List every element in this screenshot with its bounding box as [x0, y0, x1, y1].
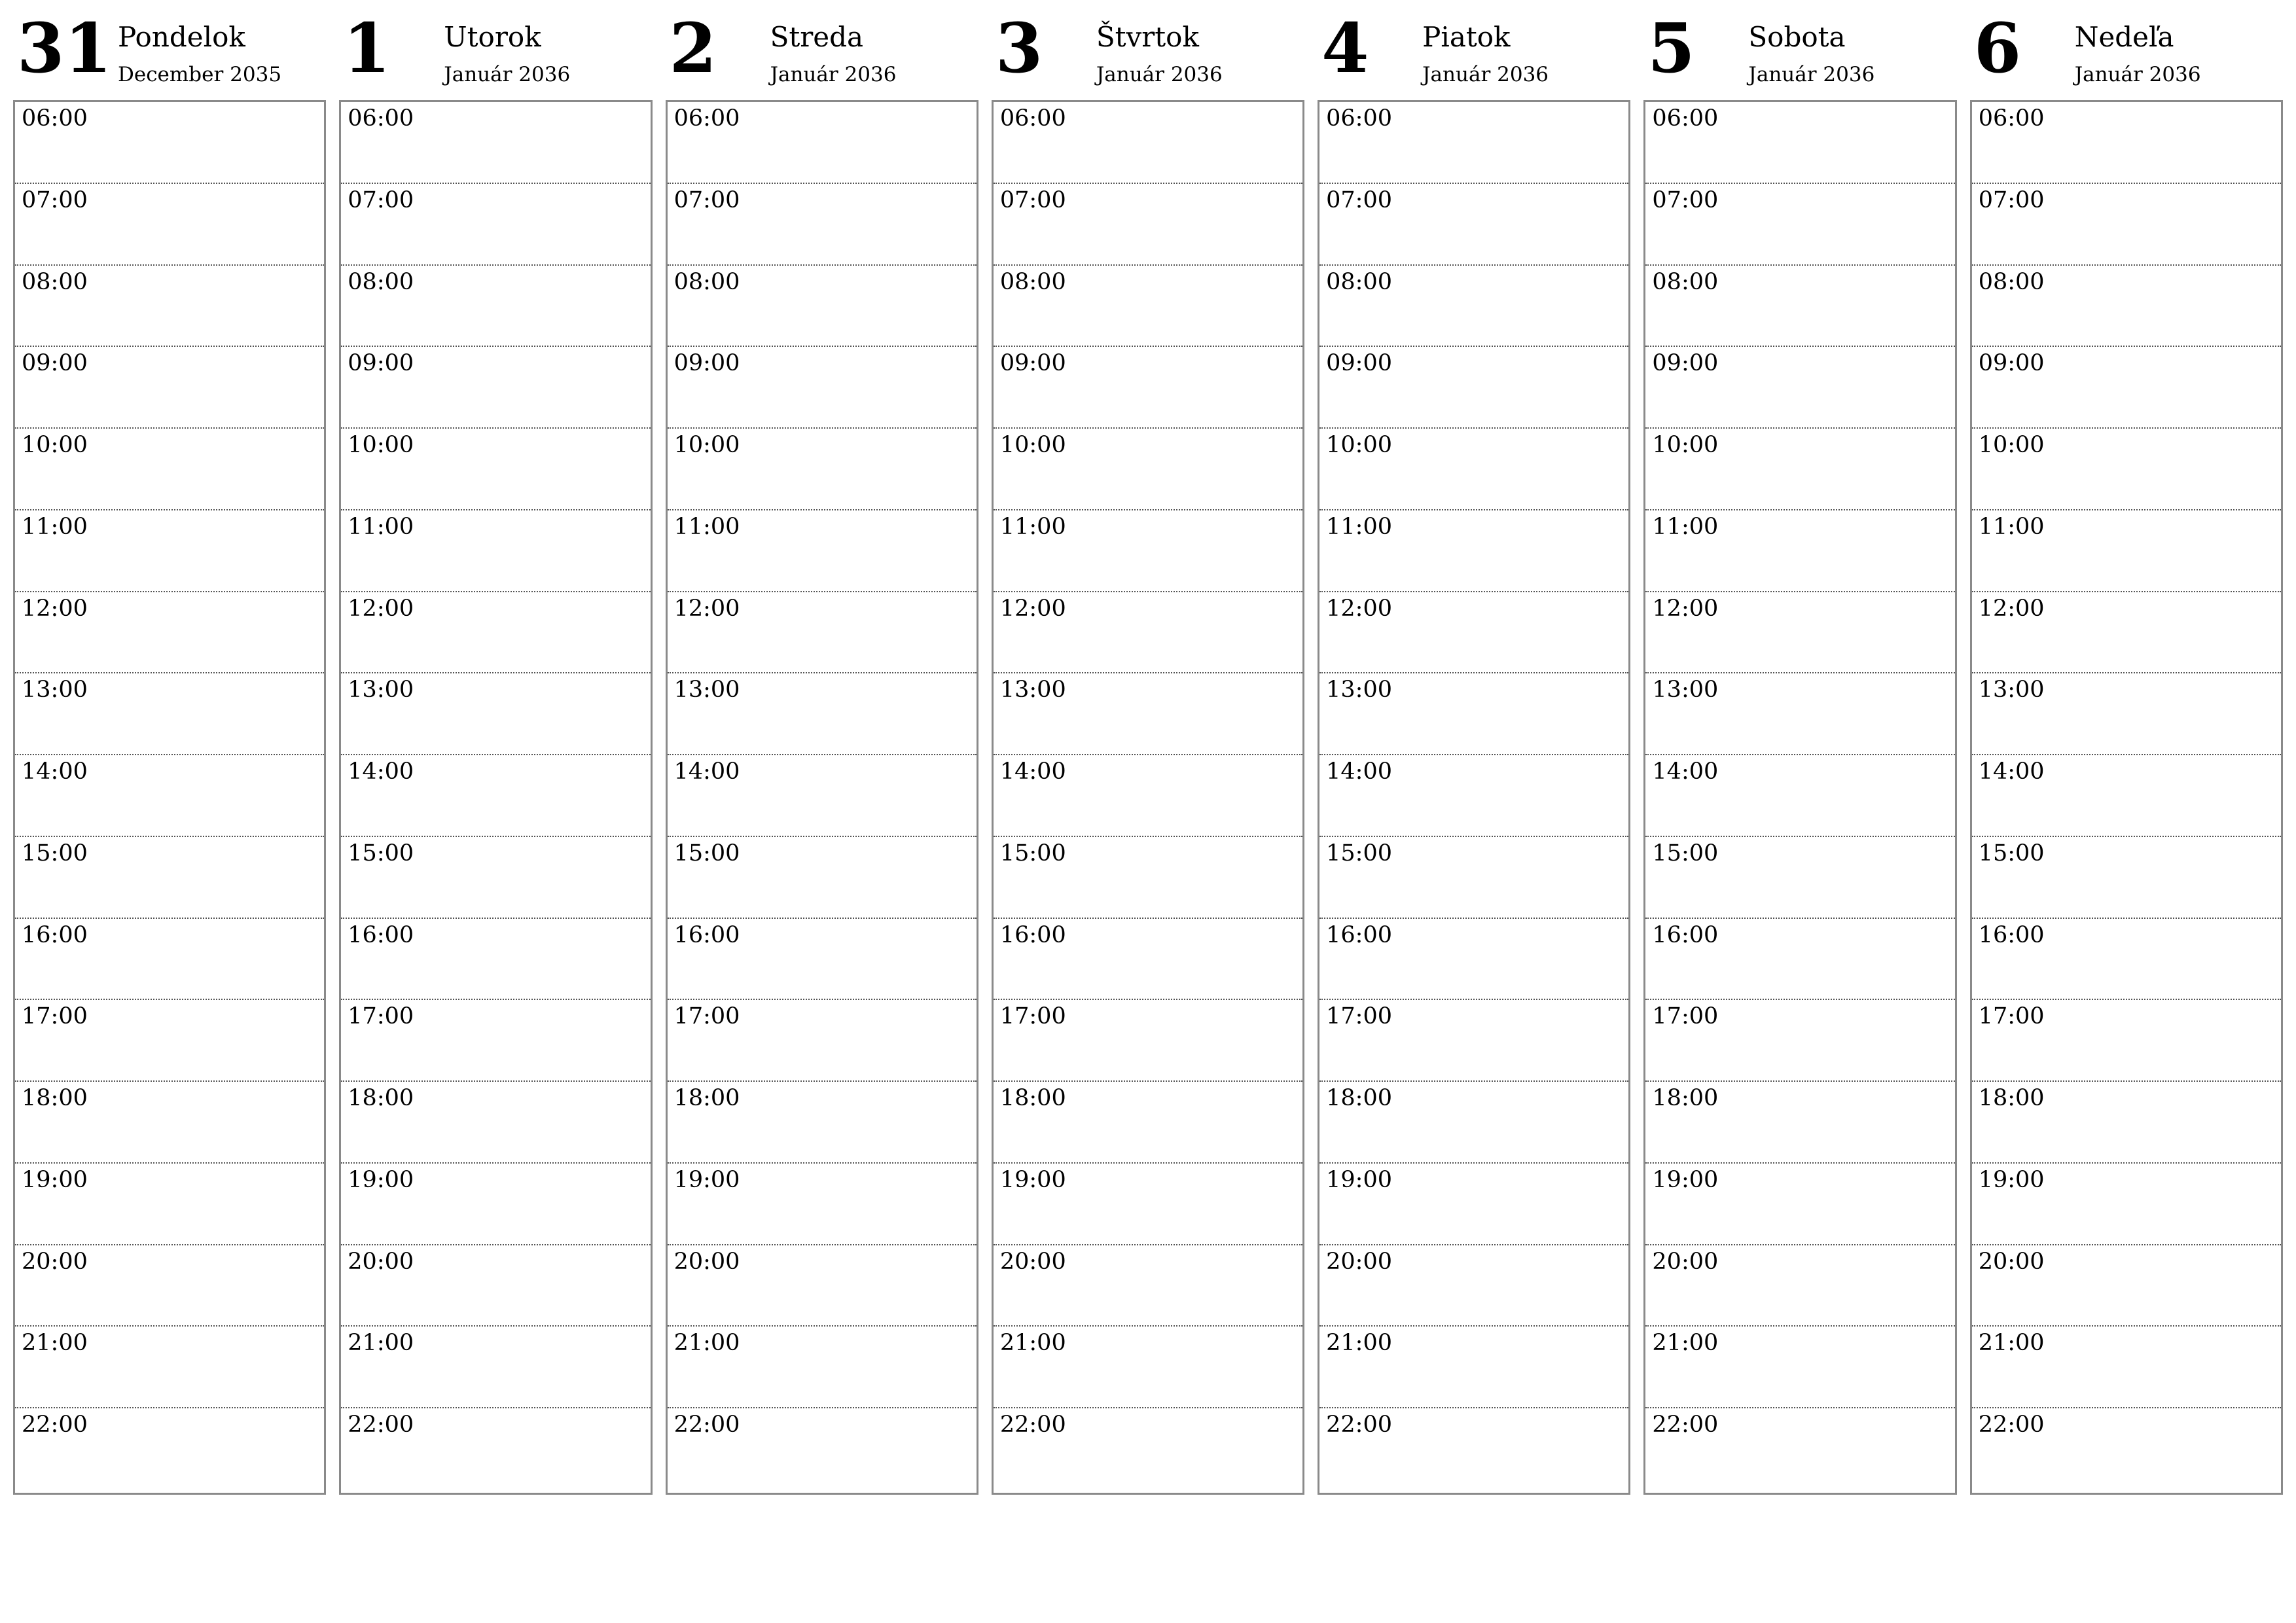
hour-slot: 14:00: [1645, 755, 1954, 837]
hour-slot: 19:00: [668, 1164, 977, 1245]
hour-slot: 10:00: [668, 429, 977, 510]
day-month-year: Január 2036: [1748, 63, 1875, 86]
hour-slot: 07:00: [341, 184, 650, 266]
hour-slot: 06:00: [1645, 102, 1954, 184]
hour-slot: 16:00: [1645, 919, 1954, 1001]
hour-slot: 18:00: [668, 1082, 977, 1164]
hour-slot: 11:00: [668, 510, 977, 592]
day-month-year: Január 2036: [444, 63, 571, 86]
hour-slot: 06:00: [668, 102, 977, 184]
hour-slot: 09:00: [1972, 347, 2281, 429]
hour-slot: 08:00: [994, 266, 1302, 348]
hour-slot: 17:00: [1972, 1000, 2281, 1082]
day-header: [13, 0, 326, 100]
hour-slot: 15:00: [15, 837, 324, 919]
hour-slot: 22:00: [1652, 1412, 1719, 1438]
hour-slot: 22:00: [22, 1412, 88, 1438]
hour-slot: 09:00: [1319, 347, 1628, 429]
hour-slot: 17:00: [1319, 1000, 1628, 1082]
hour-slot: 09:00: [994, 347, 1302, 429]
day-header: [666, 0, 978, 100]
hour-slot: 18:00: [1645, 1082, 1954, 1164]
day-name: Nedeľa: [2074, 21, 2174, 53]
hour-slot: 13:00: [1972, 673, 2281, 755]
day-name: Sobota: [1748, 21, 1846, 53]
hour-slot: 21:00: [341, 1327, 650, 1408]
day-month-year: Január 2036: [1096, 63, 1223, 86]
hour-slot: 20:00: [1319, 1245, 1628, 1327]
hour-slot: 17:00: [668, 1000, 977, 1082]
hour-slot: 16:00: [1972, 919, 2281, 1001]
day-schedule-box: [13, 100, 326, 1495]
hour-slot: 08:00: [1319, 266, 1628, 348]
hour-slot: 12:00: [15, 592, 324, 674]
hour-slot: 13:00: [15, 673, 324, 755]
hour-slot: 06:00: [994, 102, 1302, 184]
hour-slot: 13:00: [341, 673, 650, 755]
hour-slot: 09:00: [15, 347, 324, 429]
hour-slot: 16:00: [668, 919, 977, 1001]
hour-slot: 07:00: [994, 184, 1302, 266]
day-schedule-box: [1318, 100, 1630, 1495]
day-column: [1970, 0, 2283, 1505]
hour-slot: 12:00: [1319, 592, 1628, 674]
hour-slot: 19:00: [15, 1164, 324, 1245]
hour-slot: 11:00: [341, 510, 650, 592]
hour-slot: 17:00: [15, 1000, 324, 1082]
hour-slot: 17:00: [1645, 1000, 1954, 1082]
hour-slot: 19:00: [341, 1164, 650, 1245]
hour-slot: 07:00: [1645, 184, 1954, 266]
hour-slot: 08:00: [1645, 266, 1954, 348]
hour-slot: 19:00: [994, 1164, 1302, 1245]
hour-slot: 09:00: [1645, 347, 1954, 429]
day-name: Štvrtok: [1096, 21, 1199, 53]
hour-slot: 12:00: [1972, 592, 2281, 674]
day-header: [992, 0, 1304, 100]
hour-slot: 07:00: [668, 184, 977, 266]
hour-slot: 18:00: [1972, 1082, 2281, 1164]
day-header: [1318, 0, 1630, 100]
hour-slot: 17:00: [341, 1000, 650, 1082]
hour-slot: 10:00: [15, 429, 324, 510]
day-name: Piatok: [1422, 21, 1511, 53]
hour-slot: 21:00: [1972, 1327, 2281, 1408]
day-name: Pondelok: [118, 21, 245, 53]
hour-slot: 13:00: [994, 673, 1302, 755]
hour-slot: 18:00: [1319, 1082, 1628, 1164]
hour-slot: 13:00: [1645, 673, 1954, 755]
hour-slot: 21:00: [1319, 1327, 1628, 1408]
hour-slot: 14:00: [1972, 755, 2281, 837]
hour-slot: 21:00: [15, 1327, 324, 1408]
hour-slot: 11:00: [15, 510, 324, 592]
day-month-year: Január 2036: [1422, 63, 1549, 86]
hour-slot: 10:00: [994, 429, 1302, 510]
hour-slot: 08:00: [1972, 266, 2281, 348]
hour-slot: 12:00: [341, 592, 650, 674]
hour-slot: 09:00: [341, 347, 650, 429]
day-schedule-box: [339, 100, 652, 1495]
hour-slot: 06:00: [341, 102, 650, 184]
day-name: Streda: [770, 21, 864, 53]
hour-slot: 15:00: [668, 837, 977, 919]
day-number: 4: [1321, 8, 1369, 88]
day-header: [1643, 0, 1956, 100]
hour-slot: 20:00: [1972, 1245, 2281, 1327]
day-column: [1643, 0, 1956, 1505]
day-name: Utorok: [444, 21, 541, 53]
day-number: 2: [669, 8, 717, 88]
hour-slot: 21:00: [668, 1327, 977, 1408]
hour-slot: 18:00: [994, 1082, 1302, 1164]
hour-slot: 12:00: [1645, 592, 1954, 674]
hour-slot: 11:00: [1972, 510, 2281, 592]
day-number: 5: [1647, 8, 1695, 88]
hour-slot: 19:00: [1319, 1164, 1628, 1245]
hour-slot: 11:00: [1319, 510, 1628, 592]
day-month-year: Január 2036: [770, 63, 897, 86]
hour-slot: 14:00: [341, 755, 650, 837]
hour-slot: 08:00: [341, 266, 650, 348]
hour-slot: 14:00: [1319, 755, 1628, 837]
day-schedule-box: [1643, 100, 1956, 1495]
hour-slot: 06:00: [15, 102, 324, 184]
hour-slot: 16:00: [994, 919, 1302, 1001]
hour-slot: 22:00: [673, 1412, 740, 1438]
hour-slot: 07:00: [1972, 184, 2281, 266]
hour-slot: 11:00: [994, 510, 1302, 592]
hour-slot: 15:00: [994, 837, 1302, 919]
day-schedule-box: [992, 100, 1304, 1495]
hour-slot: 08:00: [668, 266, 977, 348]
hour-slot: 19:00: [1972, 1164, 2281, 1245]
day-column: [666, 0, 978, 1505]
hour-slot: 17:00: [994, 1000, 1302, 1082]
hour-slot: 20:00: [668, 1245, 977, 1327]
hour-slot: 22:00: [1326, 1412, 1392, 1438]
hour-slot: 10:00: [341, 429, 650, 510]
hour-slot: 12:00: [994, 592, 1302, 674]
hour-slot: 15:00: [1645, 837, 1954, 919]
day-month-year: December 2035: [118, 63, 282, 86]
hour-slot: 20:00: [994, 1245, 1302, 1327]
day-header: [339, 0, 652, 100]
hour-slot: 10:00: [1645, 429, 1954, 510]
hour-slot: 15:00: [1972, 837, 2281, 919]
day-header: [1970, 0, 2283, 100]
day-number: 6: [1973, 8, 2022, 88]
hour-slot: 06:00: [1972, 102, 2281, 184]
hour-slot: 22:00: [999, 1412, 1066, 1438]
hour-slot: 22:00: [1978, 1412, 2045, 1438]
hour-slot: 21:00: [1645, 1327, 1954, 1408]
hour-slot: 13:00: [668, 673, 977, 755]
day-column: [992, 0, 1304, 1505]
hour-slot: 14:00: [668, 755, 977, 837]
hour-slot: 18:00: [15, 1082, 324, 1164]
day-number: 1: [343, 8, 391, 88]
hour-slot: 20:00: [15, 1245, 324, 1327]
hour-slot: 09:00: [668, 347, 977, 429]
day-schedule-box: [1970, 100, 2283, 1495]
day-month-year: Január 2036: [2074, 63, 2201, 86]
hour-slot: 13:00: [1319, 673, 1628, 755]
hour-slot: 19:00: [1645, 1164, 1954, 1245]
hour-slot: 22:00: [348, 1412, 414, 1438]
day-column: [1318, 0, 1630, 1505]
day-column: [13, 0, 326, 1505]
hour-slot: 15:00: [341, 837, 650, 919]
hour-slot: 07:00: [1319, 184, 1628, 266]
hour-slot: 18:00: [341, 1082, 650, 1164]
hour-slot: 10:00: [1319, 429, 1628, 510]
hour-slot: 14:00: [994, 755, 1302, 837]
hour-slot: 14:00: [15, 755, 324, 837]
hour-slot: 16:00: [341, 919, 650, 1001]
hour-slot: 15:00: [1319, 837, 1628, 919]
hour-slot: 11:00: [1645, 510, 1954, 592]
day-number: 3: [995, 8, 1043, 88]
hour-slot: 16:00: [15, 919, 324, 1001]
day-number: 31: [17, 8, 112, 88]
hour-slot: 06:00: [1319, 102, 1628, 184]
hour-slot: 21:00: [994, 1327, 1302, 1408]
hour-slot: 20:00: [341, 1245, 650, 1327]
hour-slot: 10:00: [1972, 429, 2281, 510]
hour-slot: 20:00: [1645, 1245, 1954, 1327]
weekly-planner: [13, 0, 2283, 1505]
hour-slot: 07:00: [15, 184, 324, 266]
day-schedule-box: [666, 100, 978, 1495]
day-column: [339, 0, 652, 1505]
hour-slot: 12:00: [668, 592, 977, 674]
hour-slot: 08:00: [15, 266, 324, 348]
hour-slot: 16:00: [1319, 919, 1628, 1001]
